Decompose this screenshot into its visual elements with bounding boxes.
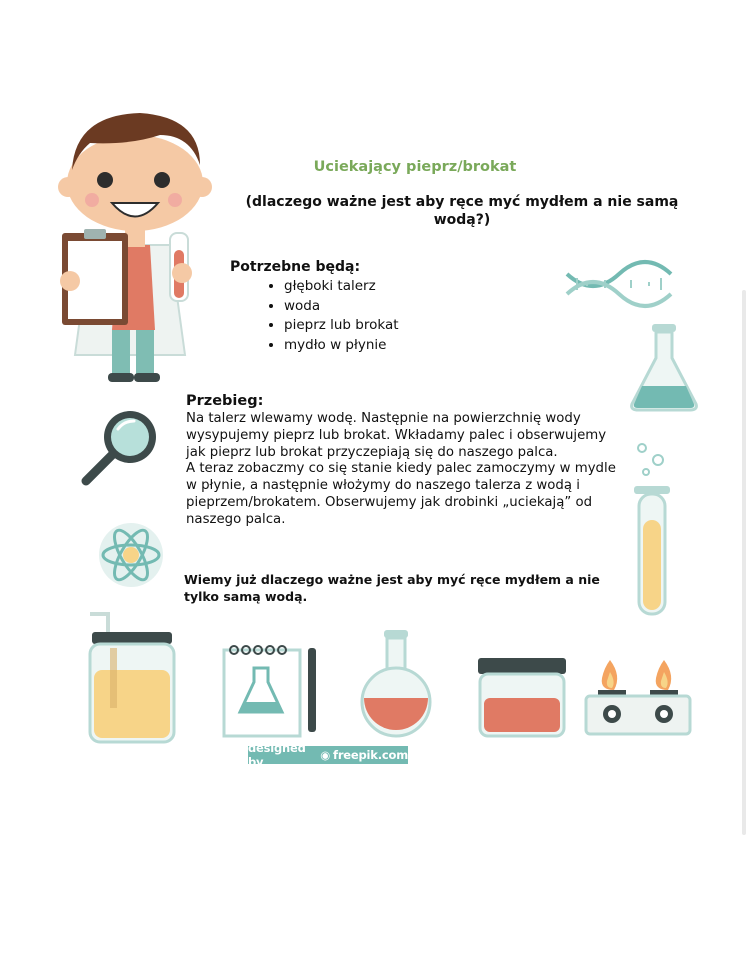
procedure-paragraph: Na talerz wlewamy wodę. Następnie na powierzchnię wody wysypujemy pieprz lub brokat. Wkładamy palec i obserwujemy jak pieprz lub brokat przyczepiają się do naszego palca. xyxy=(186,411,607,460)
notebook-flask-icon xyxy=(222,642,322,738)
procedure-paragraph: A teraz zobaczmy co się stanie kiedy palec zamoczymy w mydle w płynie, a następnie włożymy do naszego talerza z wodą i pieprzem/brokatem. Obserwujemy jak drobinki „uciekają” od naszego palca. xyxy=(186,461,616,527)
flask-icon xyxy=(628,322,700,412)
scrollbar[interactable] xyxy=(742,290,746,835)
list-item: • woda xyxy=(284,297,399,317)
list-item: • pieprz lub brokat xyxy=(284,316,399,336)
needs-heading: Potrzebne będą: xyxy=(230,259,361,275)
credit-designed-by: designed by xyxy=(248,741,306,769)
freepik-credit[interactable] xyxy=(248,741,408,769)
burner-icon xyxy=(584,654,692,738)
procedure-heading: Przebieg: xyxy=(186,393,264,409)
dna-icon xyxy=(565,268,673,300)
procedure-text xyxy=(186,411,616,529)
magnifier-icon xyxy=(80,405,162,487)
conclusion-text: Wiemy już dlaczego ważne jest aby myć ręce mydłem a nie tylko samą wodą. xyxy=(184,572,600,604)
freepik-logo-icon: ◉ xyxy=(320,748,331,762)
round-flask-icon xyxy=(358,628,434,740)
page-title: Uciekający pieprz/brokat xyxy=(313,159,517,175)
credit-brand: freepik.com xyxy=(333,748,408,762)
atom-icon xyxy=(98,522,164,588)
beaker-jar-icon xyxy=(476,656,568,740)
scientist-illustration xyxy=(50,105,210,390)
jar-icon xyxy=(86,604,178,746)
list-item: • mydło w płynie xyxy=(284,336,399,356)
list-item: • głęboki talerz xyxy=(284,277,399,297)
needs-list xyxy=(238,277,399,355)
test-tube-icon xyxy=(630,442,674,618)
page-subtitle: (dlaczego ważne jest aby ręce myć mydłem a nie samą wodą?) xyxy=(245,194,679,228)
